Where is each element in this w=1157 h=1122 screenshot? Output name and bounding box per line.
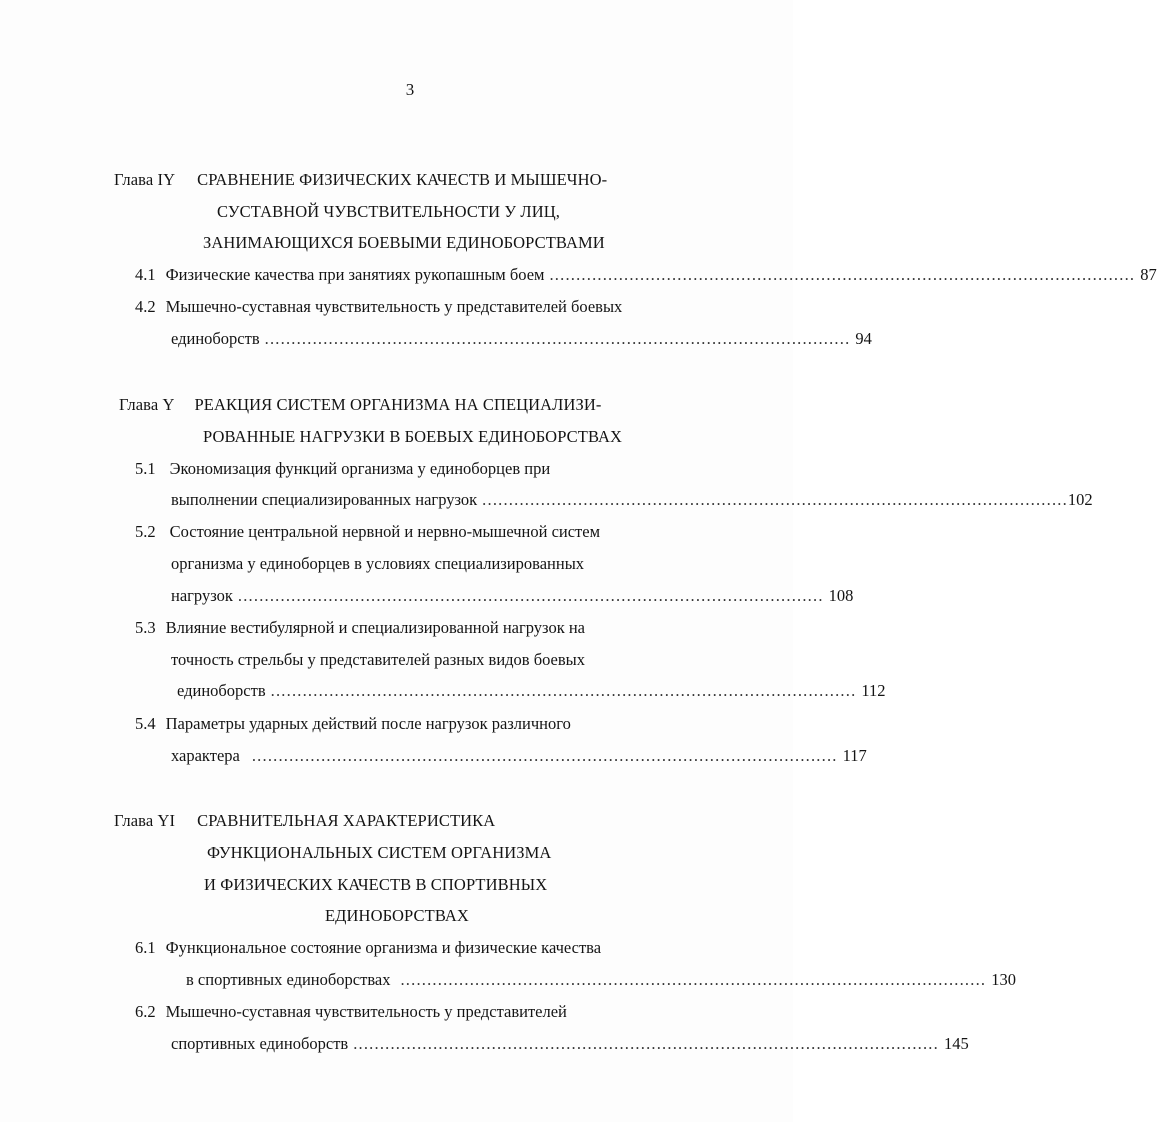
chapter-4-title-line-2: СУСТАВНОЙ ЧУВСТВИТЕЛЬНОСТИ У ЛИЦ, — [217, 202, 560, 221]
dot-leader: .............................................................................................................. — [270, 681, 857, 700]
toc-entry-5-3-line-2: точность стрельбы у представителей разных видов боевых — [171, 650, 586, 669]
section-title: Мышечно-суставная чувствительность у представителей боевых — [165, 297, 623, 316]
toc-entry-5-4[interactable] — [171, 745, 867, 767]
toc-entry-4-2[interactable] — [171, 328, 872, 350]
section-page: 108 — [828, 586, 854, 605]
toc-entry-5-2[interactable] — [171, 585, 854, 607]
dot-leader: .............................................................................................................. — [549, 265, 1136, 284]
section-number: 6.1 — [135, 938, 156, 957]
section-number: 4.2 — [135, 297, 156, 316]
toc-entry-5-1-line-1 — [135, 458, 550, 480]
dot-leader: .............................................................................................................. — [400, 970, 987, 989]
toc-entry-5-2-line-2: организма у единоборцев в условиях специализированных — [171, 554, 585, 573]
chapter-4-label: Глава IY — [114, 170, 176, 189]
section-page: 112 — [861, 681, 886, 700]
toc-entry-6-2[interactable] — [171, 1033, 969, 1055]
toc-entry-5-2-line-1 — [135, 521, 600, 543]
chapter-4-heading — [114, 169, 607, 191]
section-title: Состояние центральной нервной и нервно-мышечной систем — [169, 522, 601, 541]
section-page: 102 — [1067, 490, 1093, 509]
section-page: 87 — [1140, 265, 1157, 284]
section-title: Экономизация функций организма у единоборцев при — [169, 459, 551, 478]
toc-entry-5-4-line-1 — [135, 713, 571, 735]
chapter-5-title-line-2: РОВАННЫЕ НАГРУЗКИ В БОЕВЫХ ЕДИНОБОРСТВАХ — [203, 427, 623, 446]
toc-entry-4-1[interactable] — [135, 264, 1157, 286]
section-number: 5.4 — [135, 714, 156, 733]
section-title: Влияние вестибулярной и специализированной нагрузок на — [165, 618, 585, 637]
chapter-4-title-line-3: ЗАНИМАЮЩИХСЯ БОЕВЫМИ ЕДИНОБОРСТВАМИ — [203, 233, 605, 252]
section-title-cont: в спортивных единоборствах — [186, 970, 391, 989]
section-title-cont: характера — [171, 746, 240, 765]
chapter-6-heading — [114, 810, 495, 832]
toc-entry-5-3-line-1 — [135, 617, 585, 639]
toc-entry-6-1-line-1 — [135, 937, 601, 959]
page-number: 3 — [405, 80, 415, 99]
section-number: 5.2 — [135, 522, 156, 541]
section-title-cont: нагрузок — [171, 586, 233, 605]
dot-leader: .............................................................................................................. — [353, 1034, 939, 1053]
section-title-cont: единоборств — [171, 329, 260, 348]
section-title: Мышечно-суставная чувствительность у представителей — [165, 1002, 567, 1021]
section-page: 130 — [991, 970, 1016, 989]
toc-entry-4-2-line-1 — [135, 296, 622, 318]
section-page: 94 — [855, 329, 872, 348]
section-title-cont: спортивных единоборств — [171, 1034, 349, 1053]
toc-entry-6-1[interactable] — [186, 969, 1016, 991]
chapter-6-title-line-4: ЕДИНОБОРСТВАХ — [325, 906, 469, 925]
section-title: Параметры ударных действий после нагрузок различного — [165, 714, 571, 733]
section-page: 145 — [943, 1034, 969, 1053]
section-title: Функциональное состояние организма и физические качества — [165, 938, 602, 957]
section-page: 117 — [842, 746, 867, 765]
dot-leader: .............................................................................................................. — [264, 329, 851, 348]
section-title-cont: выполнении специализированных нагрузок — [171, 490, 478, 509]
section-number: 5.1 — [135, 459, 156, 478]
section-title-cont: единоборств — [177, 681, 266, 700]
chapter-6-title-line-3: И ФИЗИЧЕСКИХ КАЧЕСТВ В СПОРТИВНЫХ — [204, 875, 548, 894]
section-number: 6.2 — [135, 1002, 156, 1021]
toc-entry-5-1[interactable] — [171, 489, 1093, 511]
dot-leader: .............................................................................................................. — [251, 746, 838, 765]
chapter-6-label: Глава YI — [114, 811, 176, 830]
chapter-5-title-line-1: РЕАКЦИЯ СИСТЕМ ОРГАНИЗМА НА СПЕЦИАЛИЗИ- — [194, 395, 602, 414]
section-title: Физические качества при занятиях рукопашным боем — [165, 265, 545, 284]
toc-entry-5-3[interactable] — [177, 680, 886, 702]
chapter-6-title-line-1: СРАВНИТЕЛЬНАЯ ХАРАКТЕРИСТИКА — [197, 811, 496, 830]
section-number: 4.1 — [135, 265, 156, 284]
chapter-5-heading — [119, 394, 601, 416]
chapter-5-label: Глава Y — [119, 395, 175, 414]
section-number: 5.3 — [135, 618, 156, 637]
dot-leader: .............................................................................................................. — [482, 490, 1068, 509]
chapter-6-title-line-2: ФУНКЦИОНАЛЬНЫХ СИСТЕМ ОРГАНИЗМА — [207, 843, 552, 862]
dot-leader: .............................................................................................................. — [237, 586, 824, 605]
toc-entry-6-2-line-1 — [135, 1001, 567, 1023]
chapter-4-title-line-1: СРАВНЕНИЕ ФИЗИЧЕСКИХ КАЧЕСТВ И МЫШЕЧНО- — [197, 170, 608, 189]
